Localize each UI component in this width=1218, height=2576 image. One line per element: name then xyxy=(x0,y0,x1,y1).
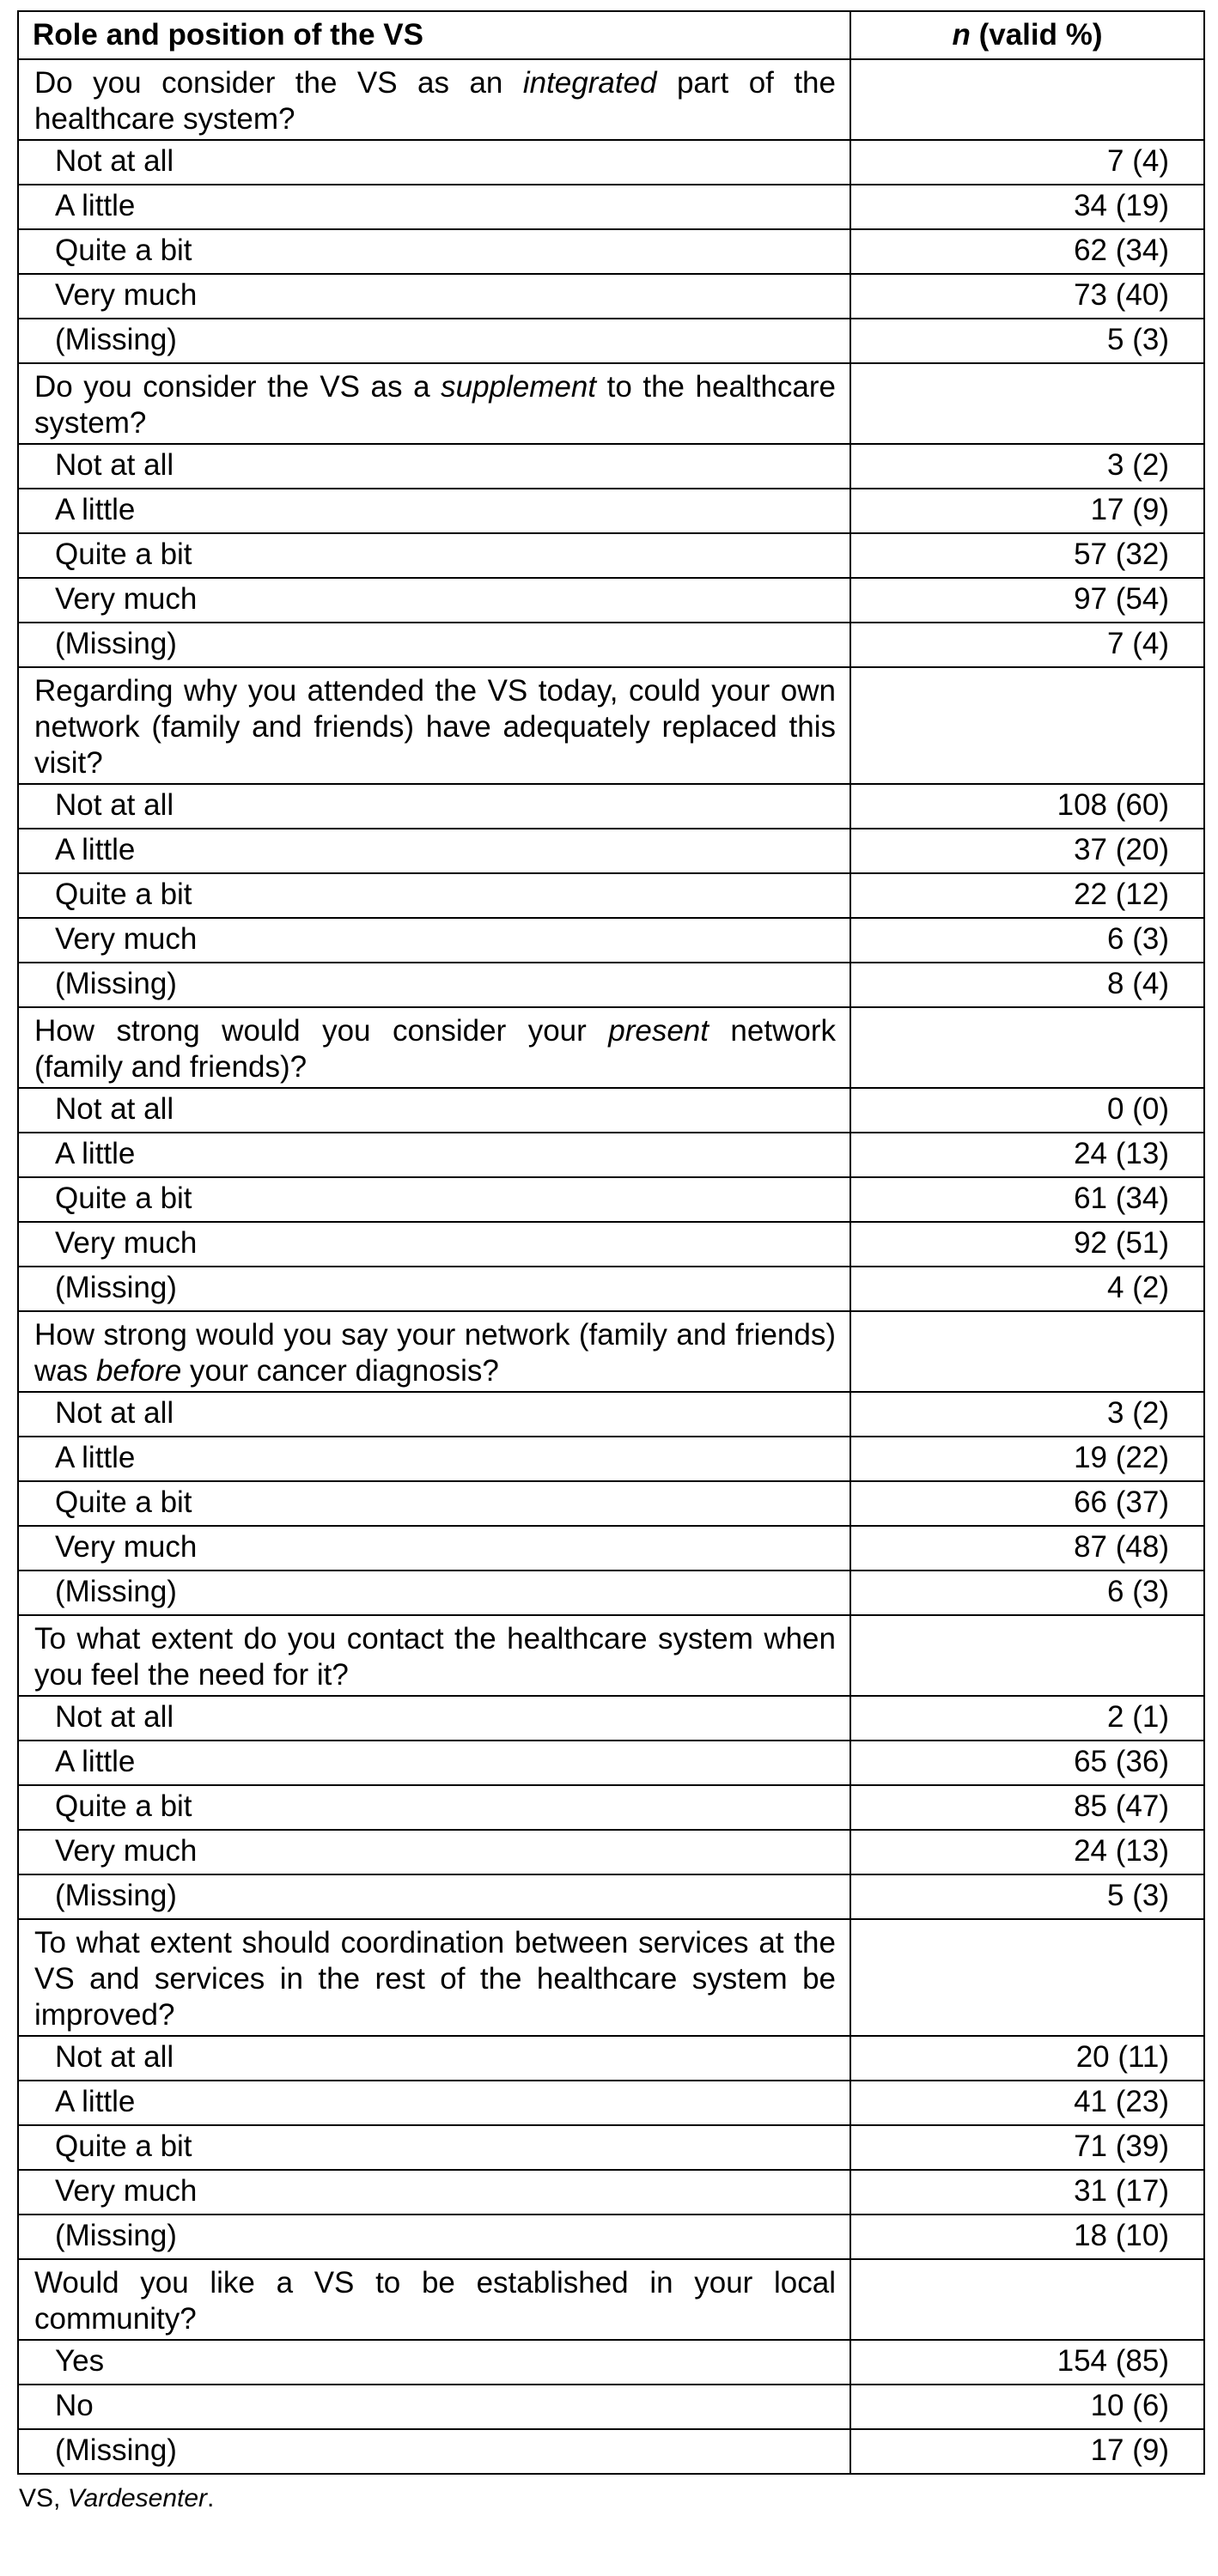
response-option-label: Not at all xyxy=(18,784,850,829)
response-option-label: Not at all xyxy=(18,1392,850,1437)
question-segment: Regarding why you attended the VS today, could your own network (family and friends) have adequately replaced this visit? xyxy=(34,674,836,780)
table-row xyxy=(18,2036,1204,2081)
question-row xyxy=(18,363,1204,444)
response-option-label: Yes xyxy=(18,2340,850,2385)
question-row xyxy=(18,1311,1204,1392)
response-option-label: Quite a bit xyxy=(18,533,850,578)
table-header-row xyxy=(18,11,1204,59)
table-row xyxy=(18,533,1204,578)
response-option-label: Very much xyxy=(18,1526,850,1571)
table-row xyxy=(18,489,1204,533)
question-row xyxy=(18,1919,1204,2036)
question-row xyxy=(18,667,1204,784)
response-count-value: 10 (6) xyxy=(850,2385,1204,2429)
response-option-label: Very much xyxy=(18,578,850,623)
table-row xyxy=(18,873,1204,918)
response-option-label: Quite a bit xyxy=(18,873,850,918)
response-count-value: 37 (20) xyxy=(850,829,1204,873)
question-emphasis: present xyxy=(608,1014,709,1048)
question-empty-cell xyxy=(850,1615,1204,1696)
data-table-container xyxy=(17,10,1203,2514)
response-count-value: 97 (54) xyxy=(850,578,1204,623)
question-emphasis: before xyxy=(95,1354,182,1388)
question-segment: Do you consider the VS as a xyxy=(34,370,442,404)
question-empty-cell xyxy=(850,2259,1204,2340)
question-text xyxy=(18,667,850,784)
question-row xyxy=(18,1007,1204,1088)
table-row xyxy=(18,1741,1204,1785)
table-row xyxy=(18,1133,1204,1177)
table-row xyxy=(18,963,1204,1007)
question-row xyxy=(18,2259,1204,2340)
response-count-value: 17 (9) xyxy=(850,489,1204,533)
table-row xyxy=(18,185,1204,229)
question-segment: To what extent do you contact the healthcare system when you feel the need for it? xyxy=(34,1622,836,1692)
question-text xyxy=(18,1919,850,2036)
question-segment: part of the healthcare system? xyxy=(34,66,836,136)
table-row xyxy=(18,1526,1204,1571)
question-text xyxy=(18,1007,850,1088)
question-empty-cell xyxy=(850,1919,1204,2036)
response-option-label: Not at all xyxy=(18,1696,850,1741)
response-option-label: A little xyxy=(18,1133,850,1177)
response-count-value: 22 (12) xyxy=(850,873,1204,918)
response-count-value: 4 (2) xyxy=(850,1267,1204,1311)
question-text xyxy=(18,2259,850,2340)
response-count-value: 7 (4) xyxy=(850,623,1204,667)
response-count-value: 8 (4) xyxy=(850,963,1204,1007)
question-segment: your cancer diagnosis? xyxy=(181,1354,499,1388)
response-count-value: 73 (40) xyxy=(850,274,1204,319)
response-option-label: (Missing) xyxy=(18,2429,850,2474)
table-row xyxy=(18,1222,1204,1267)
response-count-value: 57 (32) xyxy=(850,533,1204,578)
question-empty-cell xyxy=(850,1007,1204,1088)
question-text xyxy=(18,1615,850,1696)
response-count-value: 17 (9) xyxy=(850,2429,1204,2474)
response-count-value: 66 (37) xyxy=(850,1481,1204,1526)
response-count-value: 34 (19) xyxy=(850,185,1204,229)
response-count-value: 6 (3) xyxy=(850,1571,1204,1615)
question-empty-cell xyxy=(850,1311,1204,1392)
table-body xyxy=(18,59,1204,2474)
question-empty-cell xyxy=(850,667,1204,784)
table-row xyxy=(18,1437,1204,1481)
table-row xyxy=(18,784,1204,829)
table-row xyxy=(18,1481,1204,1526)
response-count-value: 65 (36) xyxy=(850,1741,1204,1785)
table-row xyxy=(18,1088,1204,1133)
response-count-value: 31 (17) xyxy=(850,2170,1204,2215)
response-option-label: A little xyxy=(18,2081,850,2125)
table-footnote xyxy=(17,2483,1203,2514)
header-n-valid-percent xyxy=(850,11,1204,59)
response-option-label: A little xyxy=(18,829,850,873)
table-row xyxy=(18,444,1204,489)
response-option-label: (Missing) xyxy=(18,1874,850,1919)
table-row xyxy=(18,1392,1204,1437)
response-option-label: Quite a bit xyxy=(18,1481,850,1526)
table-row xyxy=(18,274,1204,319)
table-row xyxy=(18,1696,1204,1741)
response-count-value: 108 (60) xyxy=(850,784,1204,829)
response-option-label: Not at all xyxy=(18,140,850,185)
table-row xyxy=(18,2170,1204,2215)
response-option-label: (Missing) xyxy=(18,2215,850,2259)
response-option-label: (Missing) xyxy=(18,1571,850,1615)
header-role-position: Role and position of the VS xyxy=(18,11,850,59)
question-empty-cell xyxy=(850,59,1204,140)
response-count-value: 5 (3) xyxy=(850,319,1204,363)
question-emphasis: supplement xyxy=(441,370,597,404)
response-option-label: A little xyxy=(18,1437,850,1481)
response-count-value: 154 (85) xyxy=(850,2340,1204,2385)
question-text xyxy=(18,1311,850,1392)
response-option-label: Not at all xyxy=(18,444,850,489)
response-option-label: Very much xyxy=(18,1830,850,1874)
response-option-label: A little xyxy=(18,489,850,533)
table-row xyxy=(18,1785,1204,1830)
response-option-label: (Missing) xyxy=(18,623,850,667)
response-option-label: A little xyxy=(18,185,850,229)
question-segment: network (family and friends)? xyxy=(34,1014,836,1084)
question-row xyxy=(18,1615,1204,1696)
question-segment: How strong would you consider your xyxy=(34,1014,609,1048)
response-count-value: 92 (51) xyxy=(850,1222,1204,1267)
question-segment: Do you consider the VS as an xyxy=(34,66,523,100)
response-option-label: Not at all xyxy=(18,1088,850,1133)
response-option-label: Quite a bit xyxy=(18,1785,850,1830)
response-count-value: 62 (34) xyxy=(850,229,1204,274)
table-row xyxy=(18,1830,1204,1874)
response-count-value: 2 (1) xyxy=(850,1696,1204,1741)
response-option-label: Quite a bit xyxy=(18,229,850,274)
table-row xyxy=(18,140,1204,185)
response-option-label: (Missing) xyxy=(18,963,850,1007)
response-count-value: 24 (13) xyxy=(850,1133,1204,1177)
table-row xyxy=(18,319,1204,363)
question-empty-cell xyxy=(850,363,1204,444)
response-count-value: 19 (22) xyxy=(850,1437,1204,1481)
response-count-value: 87 (48) xyxy=(850,1526,1204,1571)
response-count-value: 3 (2) xyxy=(850,1392,1204,1437)
response-option-label: Quite a bit xyxy=(18,1177,850,1222)
question-text xyxy=(18,363,850,444)
table-row xyxy=(18,578,1204,623)
response-option-label: Quite a bit xyxy=(18,2125,850,2170)
response-count-value: 3 (2) xyxy=(850,444,1204,489)
question-segment: How strong would you say your network (family and friends) was xyxy=(34,1318,836,1388)
question-emphasis: integrated xyxy=(522,66,657,100)
response-option-label: Not at all xyxy=(18,2036,850,2081)
response-count-value: 5 (3) xyxy=(850,1874,1204,1919)
table-row xyxy=(18,229,1204,274)
response-count-value: 41 (23) xyxy=(850,2081,1204,2125)
survey-results-table xyxy=(17,10,1205,2475)
response-count-value: 20 (11) xyxy=(850,2036,1204,2081)
response-count-value: 71 (39) xyxy=(850,2125,1204,2170)
question-segment: Would you like a VS to be established in your local community? xyxy=(34,2266,836,2336)
response-option-label: (Missing) xyxy=(18,1267,850,1311)
table-row xyxy=(18,2340,1204,2385)
table-row xyxy=(18,2429,1204,2474)
response-option-label: Very much xyxy=(18,1222,850,1267)
header-n-italic: n xyxy=(952,18,971,52)
table-row xyxy=(18,918,1204,963)
table-row xyxy=(18,1267,1204,1311)
question-text xyxy=(18,59,850,140)
response-option-label: Very much xyxy=(18,918,850,963)
table-row xyxy=(18,2385,1204,2429)
question-segment: to the healthcare system? xyxy=(34,370,837,440)
footnote-suffix: . xyxy=(207,2484,215,2512)
response-option-label: (Missing) xyxy=(18,319,850,363)
response-count-value: 6 (3) xyxy=(850,918,1204,963)
table-row xyxy=(18,623,1204,667)
response-count-value: 24 (13) xyxy=(850,1830,1204,1874)
table-row xyxy=(18,2125,1204,2170)
footnote-prefix: VS, xyxy=(19,2484,68,2512)
table-row xyxy=(18,1571,1204,1615)
response-option-label: No xyxy=(18,2385,850,2429)
response-count-value: 85 (47) xyxy=(850,1785,1204,1830)
table-row xyxy=(18,829,1204,873)
table-row xyxy=(18,2081,1204,2125)
response-count-value: 61 (34) xyxy=(850,1177,1204,1222)
question-segment: To what extent should coordination between services at the VS and services in the rest of the healthcare system be improved? xyxy=(34,1926,836,2032)
response-count-value: 0 (0) xyxy=(850,1088,1204,1133)
table-row xyxy=(18,1874,1204,1919)
response-count-value: 18 (10) xyxy=(850,2215,1204,2259)
question-row xyxy=(18,59,1204,140)
table-row xyxy=(18,2215,1204,2259)
response-option-label: A little xyxy=(18,1741,850,1785)
response-option-label: Very much xyxy=(18,274,850,319)
response-count-value: 7 (4) xyxy=(850,140,1204,185)
response-option-label: Very much xyxy=(18,2170,850,2215)
footnote-italic: Vardesenter xyxy=(67,2484,208,2512)
table-row xyxy=(18,1177,1204,1222)
header-valid-percent: (valid %) xyxy=(970,18,1103,52)
